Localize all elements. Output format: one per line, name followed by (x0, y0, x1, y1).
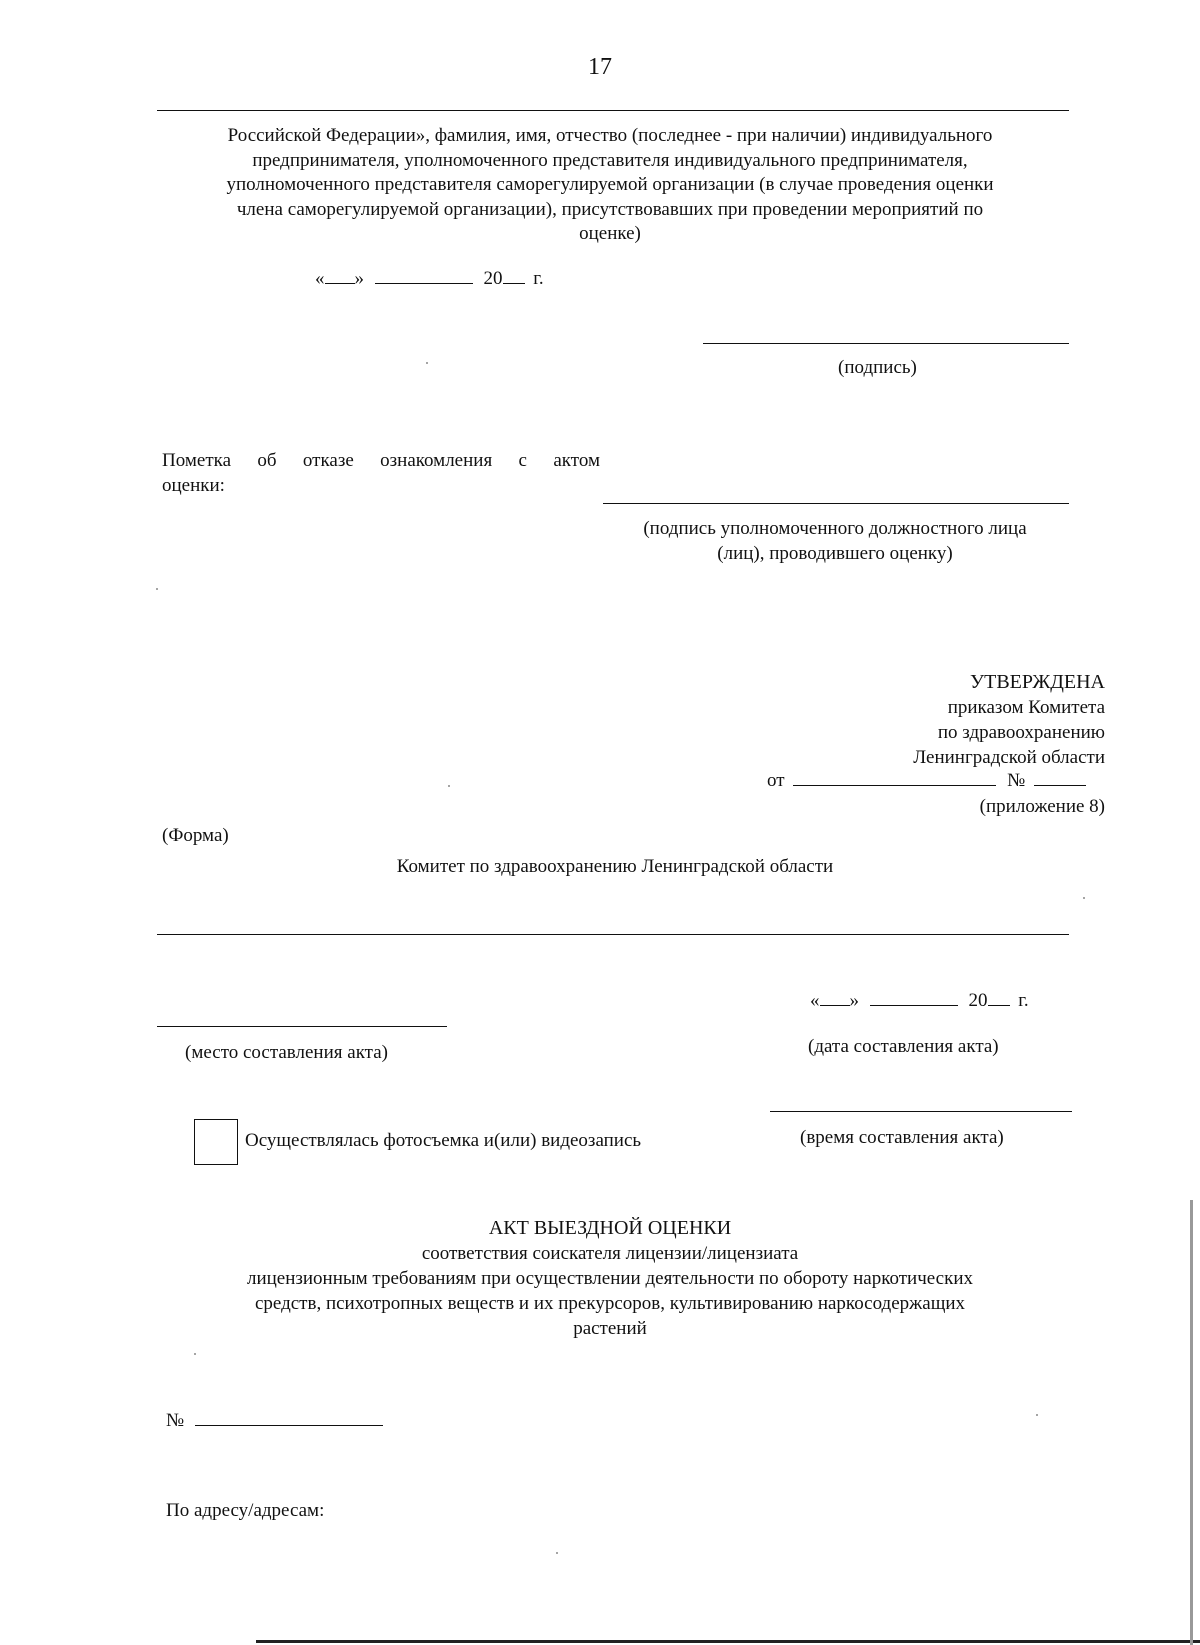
official-signature-caption-line: (лиц), проводившего оценку) (717, 543, 953, 564)
act-title-line: растений (573, 1318, 647, 1339)
continuation-line: предпринимателя, уполномоченного представителя индивидуального предпринимателя, (252, 149, 968, 171)
approval-line: по здравоохранению (937, 722, 1105, 743)
continuation-line: члена саморегулируемой организации), присутствовавших при проведении мероприятий по (236, 198, 984, 220)
act-date-line: « » 20 г. (810, 990, 1029, 1011)
signature-line (703, 343, 1069, 344)
approval-title: УТВЕРЖДЕНА (969, 671, 1105, 693)
act-title-line: средств, психотропных веществ и их прекурсоров, культивированию наркосодержащих (254, 1293, 966, 1314)
committee-name: Комитет по здравоохранению Ленинградской области (396, 856, 834, 877)
scan-speck (1083, 897, 1085, 899)
scan-speck (448, 785, 450, 787)
approval-appendix: (приложение 8) (979, 796, 1105, 817)
date-line-top: « » 20 г. (315, 268, 544, 289)
continuation-paragraph (140, 124, 1080, 247)
official-signature-caption-line: (подпись уполномоченного должностного лица (643, 518, 1027, 539)
act-title-line: соответствия соискателя лицензии/лицензиата (421, 1243, 799, 1264)
date-caption: (дата составления акта) (808, 1036, 999, 1057)
scan-speck (426, 362, 428, 364)
address-label: По адресу/адресам: (166, 1500, 325, 1521)
refusal-mark-line: оценки: (162, 475, 225, 496)
photo-checkbox-label: Осуществлялась фотосъемка и(или) видеозапись (245, 1130, 642, 1151)
act-heading: АКТ ВЫЕЗДНОЙ ОЦЕНКИ (488, 1217, 732, 1239)
continuation-line: оценке) (579, 223, 641, 244)
place-caption: (место составления акта) (185, 1042, 388, 1063)
continuation-line: уполномоченного представителя саморегулируемой организации (в случае проведения оценки (226, 174, 994, 195)
scan-speck (156, 588, 158, 590)
time-line (770, 1111, 1072, 1112)
scan-speck (194, 1353, 196, 1355)
right-scan-edge (1190, 1200, 1193, 1645)
form-label: (Форма) (162, 825, 229, 846)
refusal-mark-line: Пометка об отказе ознакомления с актом (162, 450, 600, 471)
top-rule (157, 110, 1069, 111)
approval-block (700, 670, 1105, 770)
committee-rule (157, 934, 1069, 935)
official-signature-caption (595, 516, 1075, 566)
scan-speck (556, 1552, 558, 1554)
bottom-scan-edge (256, 1640, 1200, 1643)
approval-line: приказом Комитета (947, 697, 1105, 718)
act-title (150, 1216, 1070, 1341)
scan-speck (1036, 1414, 1038, 1416)
time-caption: (время составления акта) (800, 1127, 1004, 1148)
official-signature-line (603, 503, 1069, 504)
approval-line: Ленинградской области (913, 747, 1105, 768)
refusal-mark (162, 448, 600, 498)
act-title-line: лицензионным требованиям при осуществлении деятельности по обороту наркотических (246, 1268, 974, 1289)
place-line (157, 1026, 447, 1027)
continuation-line: Российской Федерации», фамилия, имя, отчество (последнее - при наличии) индивидуального (227, 125, 993, 146)
signature-caption: (подпись) (838, 357, 917, 378)
photo-checkbox[interactable] (194, 1119, 238, 1165)
approval-from-line: от № (767, 770, 1086, 792)
act-number-line: № (166, 1410, 383, 1432)
page-number: 17 (588, 54, 612, 80)
